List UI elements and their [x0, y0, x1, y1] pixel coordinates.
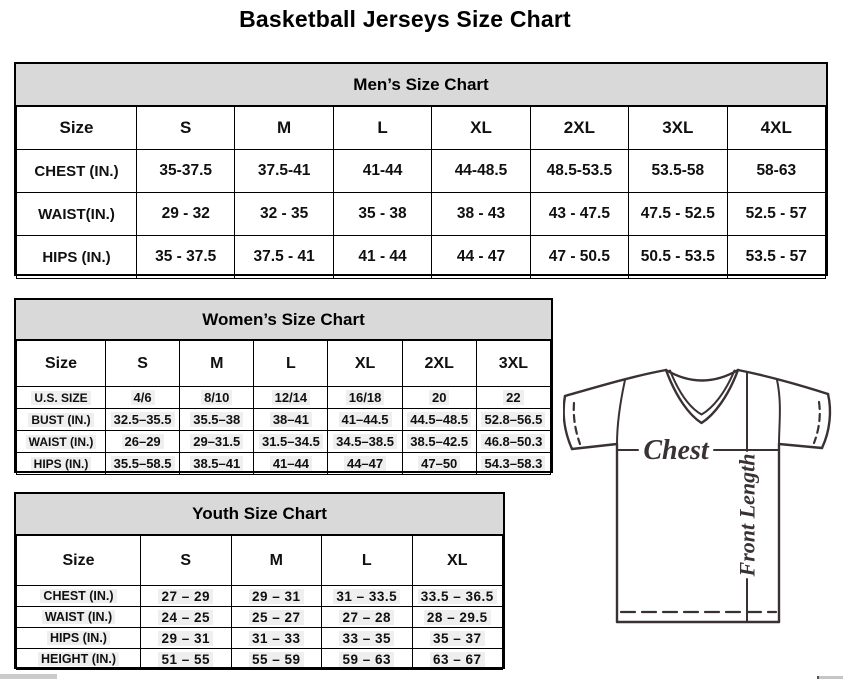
table-cell	[141, 607, 232, 628]
table-cell	[235, 150, 333, 193]
table-cell	[141, 628, 232, 649]
jersey-left-shoulder	[565, 370, 666, 396]
table-cell	[254, 453, 328, 475]
table-cell	[254, 409, 328, 431]
table-row	[17, 431, 551, 453]
row-label: WAIST (IN.)	[26, 435, 97, 449]
table-cell	[727, 193, 825, 236]
cell-value: 47 - 50.5	[548, 248, 610, 265]
cell-value: 24 – 25	[158, 610, 213, 625]
table-cell	[235, 236, 333, 279]
cell-value: 41–44	[270, 456, 312, 471]
cell-value: 38 - 43	[456, 205, 506, 222]
column-header: M	[231, 536, 322, 586]
jersey-right-shoulder	[738, 370, 828, 394]
cell-value: 41–44.5	[339, 412, 392, 427]
table-cell	[412, 586, 503, 607]
table-cell	[322, 586, 413, 607]
cell-value: 38.5–41	[190, 456, 243, 471]
table-row	[17, 607, 503, 628]
column-header: 3XL	[629, 107, 727, 150]
table-cell	[629, 150, 727, 193]
cell-value: 31 – 33.5	[333, 589, 400, 604]
cell-value: 54.3–58.3	[481, 456, 545, 471]
column-header: M	[235, 107, 333, 150]
table-cell	[476, 453, 550, 475]
cell-value: 16/18	[346, 390, 385, 405]
row-label: HIPS (IN.)	[47, 631, 110, 645]
row-header	[17, 649, 141, 670]
row-label: HIPS (IN.)	[31, 457, 92, 471]
row-header	[17, 431, 106, 453]
table-cell	[727, 236, 825, 279]
column-header: L	[333, 107, 431, 150]
table-cell	[141, 586, 232, 607]
table-cell	[629, 236, 727, 279]
mens-chart-title: Men’s Size Chart	[16, 64, 826, 106]
table-row	[17, 409, 551, 431]
table-row	[17, 387, 551, 409]
table-row	[17, 649, 503, 670]
table-row	[17, 236, 826, 279]
table-cell	[333, 236, 431, 279]
table-cell	[180, 409, 254, 431]
youth-size-chart	[14, 492, 505, 669]
table-cell	[530, 236, 628, 279]
cell-value: 35 – 37	[430, 631, 485, 646]
cell-value: 34.5–38.5	[333, 434, 397, 449]
row-header	[17, 628, 141, 649]
row-label: U.S. SIZE	[31, 391, 90, 405]
cell-value: 28 – 29.5	[424, 610, 491, 625]
row-header	[17, 607, 141, 628]
table-row	[17, 193, 826, 236]
table-cell	[106, 409, 180, 431]
cell-value: 29 – 31	[249, 589, 304, 604]
table-cell	[530, 193, 628, 236]
row-label: HIPS (IN.)	[42, 248, 111, 266]
row-header	[17, 586, 141, 607]
table-cell	[402, 431, 476, 453]
womens-header-row	[17, 341, 551, 387]
table-cell	[254, 387, 328, 409]
womens-size-chart	[14, 298, 553, 473]
table-row	[17, 628, 503, 649]
mens-header-row	[17, 107, 826, 150]
jersey-left-sleeve-hem	[572, 444, 617, 449]
column-header: S	[141, 536, 232, 586]
chest-label: Chest	[643, 435, 709, 466]
column-header: L	[254, 341, 328, 387]
row-label: HEIGHT (IN.)	[38, 652, 119, 666]
cell-value: 8/10	[201, 390, 232, 405]
table-cell	[328, 409, 402, 431]
cell-value: 52.8–56.5	[481, 412, 545, 427]
row-header	[17, 150, 137, 193]
table-cell	[432, 193, 530, 236]
cell-value: 47.5 - 52.5	[640, 205, 715, 222]
cell-value: 29 – 31	[158, 631, 213, 646]
cell-value: 50.5 - 53.5	[640, 248, 715, 265]
table-row	[17, 150, 826, 193]
cell-value: 43 - 47.5	[548, 205, 610, 222]
table-cell	[322, 649, 413, 670]
column-header: 2XL	[402, 341, 476, 387]
table-cell	[235, 193, 333, 236]
table-cell	[328, 453, 402, 475]
cell-value: 31 – 33	[249, 631, 304, 646]
table-cell	[402, 453, 476, 475]
row-header	[17, 453, 106, 475]
table-cell	[141, 649, 232, 670]
table-cell	[476, 431, 550, 453]
bottom-left-partial-element	[0, 674, 57, 679]
table-cell	[322, 607, 413, 628]
column-header: S	[106, 341, 180, 387]
cell-value: 41-44	[362, 162, 403, 179]
table-cell	[328, 431, 402, 453]
cell-value: 12/14	[272, 390, 311, 405]
front-length-label: Front Length	[734, 453, 760, 577]
cell-value: 35 - 37.5	[155, 248, 217, 265]
cell-value: 27 – 28	[339, 610, 394, 625]
cell-value: 44.5–48.5	[407, 412, 471, 427]
column-header: 3XL	[476, 341, 550, 387]
cell-value: 4/6	[131, 390, 155, 405]
table-cell	[412, 607, 503, 628]
mens-size-table	[16, 106, 826, 279]
jersey-back-collar	[666, 370, 738, 381]
table-cell	[432, 150, 530, 193]
table-cell	[180, 387, 254, 409]
row-header	[17, 236, 137, 279]
womens-size-table	[16, 340, 551, 475]
cell-value: 26–29	[122, 434, 164, 449]
row-label: BUST (IN.)	[28, 413, 93, 427]
cell-value: 37.5-41	[257, 162, 311, 179]
cell-value: 35 - 38	[358, 205, 407, 222]
table-cell	[137, 193, 235, 236]
column-header: L	[322, 536, 413, 586]
youth-header-row	[17, 536, 503, 586]
cell-value: 29–31.5	[190, 434, 243, 449]
column-header: 4XL	[727, 107, 825, 150]
table-cell	[231, 586, 322, 607]
cell-value: 35-37.5	[159, 162, 212, 179]
column-header: M	[180, 341, 254, 387]
table-cell	[106, 387, 180, 409]
cell-value: 41 - 44	[358, 248, 407, 265]
row-header	[17, 409, 106, 431]
column-header: XL	[412, 536, 503, 586]
cell-value: 32 - 35	[260, 205, 309, 222]
row-label: CHEST (IN.)	[40, 589, 116, 603]
page-title: Basketball Jerseys Size Chart	[239, 6, 571, 32]
cell-value: 55 – 59	[249, 652, 304, 667]
cell-value: 53.5-58	[651, 162, 705, 179]
table-cell	[476, 409, 550, 431]
cell-value: 46.8–50.3	[481, 434, 545, 449]
cell-value: 44 - 47	[456, 248, 506, 265]
table-cell	[231, 607, 322, 628]
jersey-left-sleeve-outer	[564, 396, 572, 449]
youth-size-table	[16, 535, 503, 670]
cell-value: 29 - 32	[161, 205, 210, 222]
table-cell	[180, 431, 254, 453]
cell-value: 22	[503, 390, 523, 405]
table-cell	[328, 387, 402, 409]
jersey-left-armhole-seam	[617, 380, 625, 444]
cell-value: 35.5–58.5	[111, 456, 175, 471]
table-cell	[476, 387, 550, 409]
jersey-right-armhole-seam	[777, 380, 780, 444]
cell-value: 37.5 - 41	[253, 248, 315, 265]
table-cell	[106, 431, 180, 453]
table-cell	[629, 193, 727, 236]
cell-value: 31.5–34.5	[259, 434, 323, 449]
table-cell	[137, 150, 235, 193]
column-header: Size	[17, 107, 137, 150]
cell-value: 27 – 29	[158, 589, 213, 604]
womens-chart-title: Women’s Size Chart	[16, 300, 551, 340]
cell-value: 32.5–35.5	[111, 412, 175, 427]
column-header: S	[137, 107, 235, 150]
row-label: WAIST (IN.)	[42, 610, 115, 624]
cell-value: 47–50	[418, 456, 460, 471]
left-cuff-dashed-line	[574, 403, 580, 444]
table-cell	[432, 236, 530, 279]
cell-value: 52.5 - 57	[745, 205, 807, 222]
cell-value: 38.5–42.5	[407, 434, 471, 449]
table-cell	[530, 150, 628, 193]
row-label: CHEST (IN.)	[34, 162, 119, 180]
cell-value: 20	[429, 390, 449, 405]
table-row	[17, 586, 503, 607]
cell-value: 48.5-53.5	[546, 162, 613, 179]
jersey-right-sleeve-hem	[779, 444, 822, 448]
column-header: Size	[17, 536, 141, 586]
cell-value: 58-63	[756, 162, 797, 179]
cell-value: 63 – 67	[430, 652, 485, 667]
cell-value: 33.5 – 36.5	[418, 589, 497, 604]
cell-value: 35.5–38	[190, 412, 243, 427]
table-row	[17, 453, 551, 475]
jersey-right-sleeve-outer	[822, 394, 830, 448]
row-header	[17, 387, 106, 409]
column-header: 2XL	[530, 107, 628, 150]
table-cell	[402, 387, 476, 409]
table-cell	[254, 431, 328, 453]
cell-value: 53.5 - 57	[745, 248, 807, 265]
cell-value: 38–41	[270, 412, 312, 427]
cell-value: 51 – 55	[158, 652, 213, 667]
row-label: WAIST(IN.)	[38, 205, 115, 223]
row-header	[17, 193, 137, 236]
table-cell	[106, 453, 180, 475]
mens-size-chart	[14, 62, 828, 276]
table-cell	[412, 628, 503, 649]
cell-value: 59 – 63	[339, 652, 394, 667]
column-header: XL	[328, 341, 402, 387]
table-cell	[727, 150, 825, 193]
column-header: XL	[432, 107, 530, 150]
right-cuff-dashed-line	[814, 402, 820, 443]
cell-value: 44–47	[344, 456, 386, 471]
table-cell	[333, 193, 431, 236]
cell-value: 33 – 35	[339, 631, 394, 646]
table-cell	[137, 236, 235, 279]
table-cell	[231, 649, 322, 670]
cell-value: 44-48.5	[454, 162, 508, 179]
column-header: Size	[17, 341, 106, 387]
table-cell	[333, 150, 431, 193]
table-cell	[402, 409, 476, 431]
table-cell	[180, 453, 254, 475]
jersey-measurement-diagram	[563, 363, 838, 673]
table-cell	[412, 649, 503, 670]
cell-value: 25 – 27	[249, 610, 304, 625]
youth-chart-title: Youth Size Chart	[16, 494, 503, 535]
table-cell	[231, 628, 322, 649]
table-cell	[322, 628, 413, 649]
